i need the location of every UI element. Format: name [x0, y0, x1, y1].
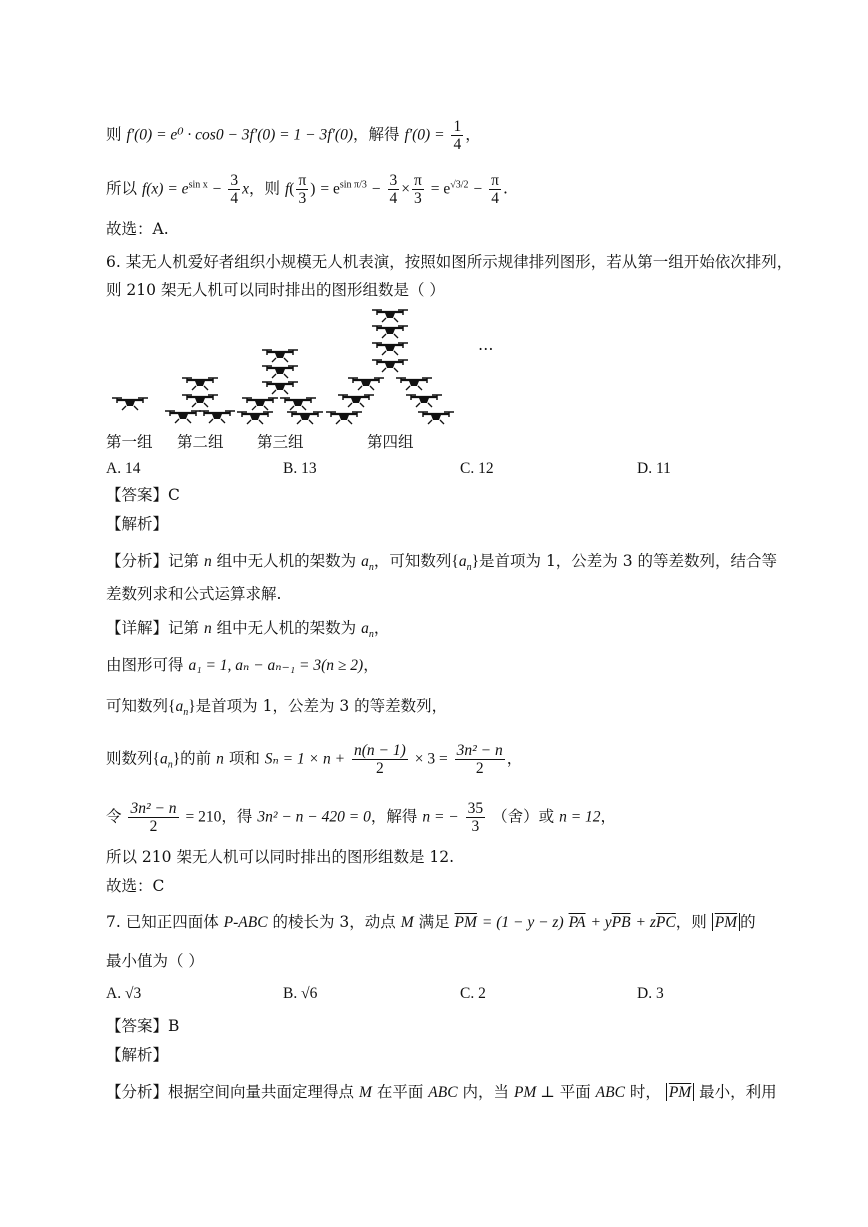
group-label-3: 第三组 — [257, 433, 304, 451]
variable: ABC — [428, 1084, 458, 1101]
numerator: 1 — [453, 118, 462, 135]
q6-option-a: A. 14 — [106, 460, 141, 477]
option-value: √6 — [301, 985, 318, 1002]
fraction — [228, 172, 240, 207]
denominator: 3 — [298, 190, 307, 207]
numerator: π — [414, 172, 422, 189]
text: 则数列 — [106, 749, 153, 768]
option-label: A. — [106, 985, 122, 1002]
text: 的前 — [180, 749, 212, 768]
formula: + z — [635, 914, 656, 931]
formula: Sₙ = 1 × n + — [264, 750, 346, 768]
formula: a₁ = 1, aₙ − aₙ₋₁ = 3(n ≥ 2) — [188, 657, 364, 674]
text: 令 — [106, 807, 122, 826]
text: 项和 — [228, 749, 260, 768]
variable: ABC — [595, 1084, 625, 1101]
text: 的 — [740, 913, 756, 931]
option-value: √3 — [124, 985, 142, 1002]
analysis-6-line-1: 【分析】记第 n 组中无人机的架数为 $a_n$，可知数列$\{a_n\}$是首项为 1，公差为 3 的等差数列，结合等 — [106, 552, 778, 574]
text: 则 — [106, 125, 122, 144]
text: ， — [363, 656, 379, 674]
text: 可知数列 — [106, 697, 169, 715]
superscript: sin π/3 — [339, 179, 367, 191]
superscript: √3/2 — [450, 179, 469, 191]
denominator: 3 — [471, 818, 480, 835]
question-7-line-2: 最小值为（ ） — [106, 952, 204, 970]
text: ，得 — [221, 807, 253, 826]
text: 所以 — [106, 179, 138, 198]
vector: $\overline{PB}$ — [611, 914, 631, 931]
fraction — [388, 172, 400, 207]
analysis-7-heading: 【解析】 — [106, 1046, 169, 1064]
fraction — [128, 800, 178, 835]
text: 最小，利用 — [699, 1083, 777, 1101]
formula: x — [242, 180, 249, 198]
answer-7: 【答案】B — [106, 1017, 180, 1035]
analysis-6-heading: 【解析】 — [106, 515, 169, 533]
drone-icon — [112, 398, 148, 410]
detail-6-line-6: 所以 210 架无人机可以同时排出的图形组数是 12. — [106, 848, 455, 866]
drone-icon — [372, 360, 408, 372]
text: 是首项为 1，公差为 3 的等差数列， — [195, 697, 448, 715]
text: ，解得 — [352, 125, 400, 144]
drone-icon — [182, 395, 218, 407]
formula: f′(0) = — [404, 126, 445, 144]
formula: f(x) = e — [141, 180, 189, 198]
drone-icon — [348, 378, 384, 390]
text: 的棱长为 3，动点 — [272, 913, 396, 931]
text: 内，当 — [462, 1083, 509, 1101]
q7-option-a — [106, 984, 141, 1004]
formula: 3n² − n − 420 = 0 — [257, 808, 371, 826]
drone-icon — [262, 350, 298, 362]
detail-6-line-4: 则数列$\{a_n\}$的前 n 项和 Sₙ = 1 × n + $\frac{n(n - 1)}{2}$ × 3 = $\frac{\text{3n² − n}}{2}$ ， — [106, 742, 523, 777]
vector: $\overline{PM}$ — [668, 1084, 692, 1101]
operator: − — [473, 180, 483, 198]
formula: PM ⊥ — [513, 1084, 555, 1101]
text: ， — [465, 125, 481, 144]
numerator: n(n − 1) — [354, 742, 406, 759]
text: 【分析】根据空间向量共面定理得点 — [106, 1083, 355, 1101]
numerator: 3 — [389, 172, 398, 189]
answer-6: 【答案】C — [106, 486, 180, 504]
vector: $\overline{PC}$ — [655, 914, 676, 931]
drone-icon — [372, 343, 408, 355]
text: 平面 — [559, 1083, 591, 1101]
q7-option-b — [283, 984, 317, 1004]
superscript: sin x — [188, 179, 208, 191]
question-6-line-1: 6. 某无人机爱好者组织小规模无人机表演，按照如图所示规律排列图形，若从第一组开始依次排列， — [106, 253, 793, 271]
fraction — [412, 172, 424, 207]
q6-option-d: D. 11 — [637, 460, 671, 477]
detail-6-line-5 — [106, 800, 616, 835]
text: 满足 — [418, 913, 450, 931]
group-label-2: 第二组 — [177, 433, 224, 451]
fraction — [455, 742, 505, 777]
denominator: 4 — [491, 190, 499, 207]
formula: f — [284, 180, 290, 198]
denominator: 2 — [376, 760, 384, 777]
ellipsis: … — [478, 336, 494, 354]
vector: $\overline{PM}$ — [454, 914, 477, 931]
drone-icon — [165, 411, 201, 423]
q7-option-d: D. 3 — [637, 985, 664, 1002]
variable: M — [400, 914, 414, 931]
drone-icon — [242, 398, 278, 410]
drone-icon — [372, 310, 408, 322]
drone-icon — [406, 395, 442, 407]
fraction — [451, 118, 463, 153]
text: 在平面 — [376, 1083, 424, 1101]
drone-icon — [262, 382, 298, 394]
numerator: 3n² − n — [130, 800, 177, 817]
line-derivative — [106, 118, 481, 153]
variable: M — [358, 1084, 372, 1101]
text: 【分析】记第 — [106, 552, 200, 570]
group-label-1: 第一组 — [106, 433, 153, 451]
formula: = (1 − y − z) — [481, 914, 564, 931]
formula: × 3 = — [414, 750, 448, 768]
drone-icon — [326, 412, 362, 424]
numerator: 3n² − n — [456, 742, 503, 759]
drone-icon — [237, 412, 273, 424]
operator: × — [401, 180, 410, 198]
text: ，则 — [249, 179, 281, 198]
drone-icon — [396, 378, 432, 390]
variable: P-ABC — [223, 914, 268, 931]
formula: = e — [320, 180, 340, 198]
drone-icon — [287, 412, 323, 424]
group-label-4: 第四组 — [367, 433, 414, 451]
denominator: 2 — [149, 818, 158, 835]
text: 7. 已知正四面体 — [106, 913, 219, 931]
drone-icon — [338, 395, 374, 407]
q6-option-c: C. 12 — [460, 460, 494, 477]
question-6-line-2: 则 210 架无人机可以同时排出的图形组数是（ ） — [106, 281, 445, 299]
fraction — [489, 172, 501, 207]
choose-a: 故选：A. — [106, 220, 169, 238]
analysis-7-line-1 — [106, 1082, 777, 1103]
formula: = e — [430, 180, 451, 198]
text: 【详解】记第 — [106, 619, 200, 637]
text: 组中无人机的架数为 — [216, 552, 357, 570]
q6-option-b: B. 13 — [283, 460, 317, 477]
variable: a — [361, 553, 369, 570]
numerator: 35 — [467, 800, 484, 817]
numerator: π — [491, 172, 499, 189]
drone-icon — [262, 366, 298, 378]
text: ，可知数列 — [373, 552, 452, 570]
operator: − — [371, 180, 381, 198]
drone-icon — [418, 412, 454, 424]
formula: = 210 — [185, 808, 222, 826]
drone-pattern-figure — [100, 300, 520, 460]
line-function: 所以 $f(x) = e^{sin x}$ − $\frac{3}{4}$ x，则 f( $\frac{\pi}{3}$ ) = $e^{sin \pi/3}$ − $\frac{3}{4}$ × $\frac{\pi}{3}$ = $e^{√3/2}$ − $\frac{\pi}{4}$ . — [106, 172, 508, 207]
text: （舍）或 — [492, 807, 555, 826]
fraction — [466, 800, 486, 835]
denominator: 4 — [230, 190, 239, 207]
text: ， — [373, 619, 390, 637]
denominator: 3 — [414, 190, 422, 207]
vector: $\overline{PM}$ — [714, 914, 738, 931]
formula: f′(0) = e⁰ · cos0 − 3f′(0) = 1 − 3f′(0) — [126, 126, 353, 144]
text: ， — [600, 807, 617, 826]
fraction — [296, 172, 308, 207]
option-label: B. — [283, 985, 298, 1002]
drone-icon — [199, 411, 235, 423]
text: 是首项为 1，公差为 3 的等差数列，结合等 — [479, 552, 778, 570]
formula: n = 12 — [559, 808, 601, 826]
text: 组中无人机的架数为 — [216, 619, 357, 637]
question-7-line-1 — [106, 912, 756, 933]
detail-6-line-2 — [106, 655, 379, 676]
operator: − — [212, 180, 222, 198]
numerator: π — [298, 172, 307, 189]
text: 由图形可得 — [106, 656, 184, 674]
text: . — [503, 179, 508, 198]
denominator: 4 — [453, 136, 462, 153]
text: ，解得 — [370, 807, 418, 826]
variable: n — [203, 553, 212, 570]
choose-c: 故选：C — [106, 877, 165, 895]
formula: + y — [590, 914, 612, 931]
variable: n — [203, 620, 212, 637]
numerator: 3 — [230, 172, 239, 189]
text: ，则 — [675, 913, 707, 931]
vector: $\overline{PA}$ — [568, 914, 586, 931]
text: 时， — [629, 1083, 661, 1101]
drone-icon — [280, 398, 316, 410]
q7-option-c: C. 2 — [460, 985, 486, 1002]
detail-6-line-3: 可知数列$\{a_n\}$是首项为 1，公差为 3 的等差数列， — [106, 697, 448, 719]
denominator: 2 — [475, 760, 484, 777]
fraction — [352, 742, 408, 777]
denominator: 4 — [389, 190, 398, 207]
drone-icon — [182, 378, 218, 390]
formula: n = − — [422, 808, 459, 826]
text: ， — [506, 749, 523, 768]
drone-icon — [372, 326, 408, 338]
analysis-6-line-2: 差数列求和公式运算求解. — [106, 585, 282, 603]
detail-6-line-1: 【详解】记第 n 组中无人机的架数为 $a_n$， — [106, 619, 390, 641]
